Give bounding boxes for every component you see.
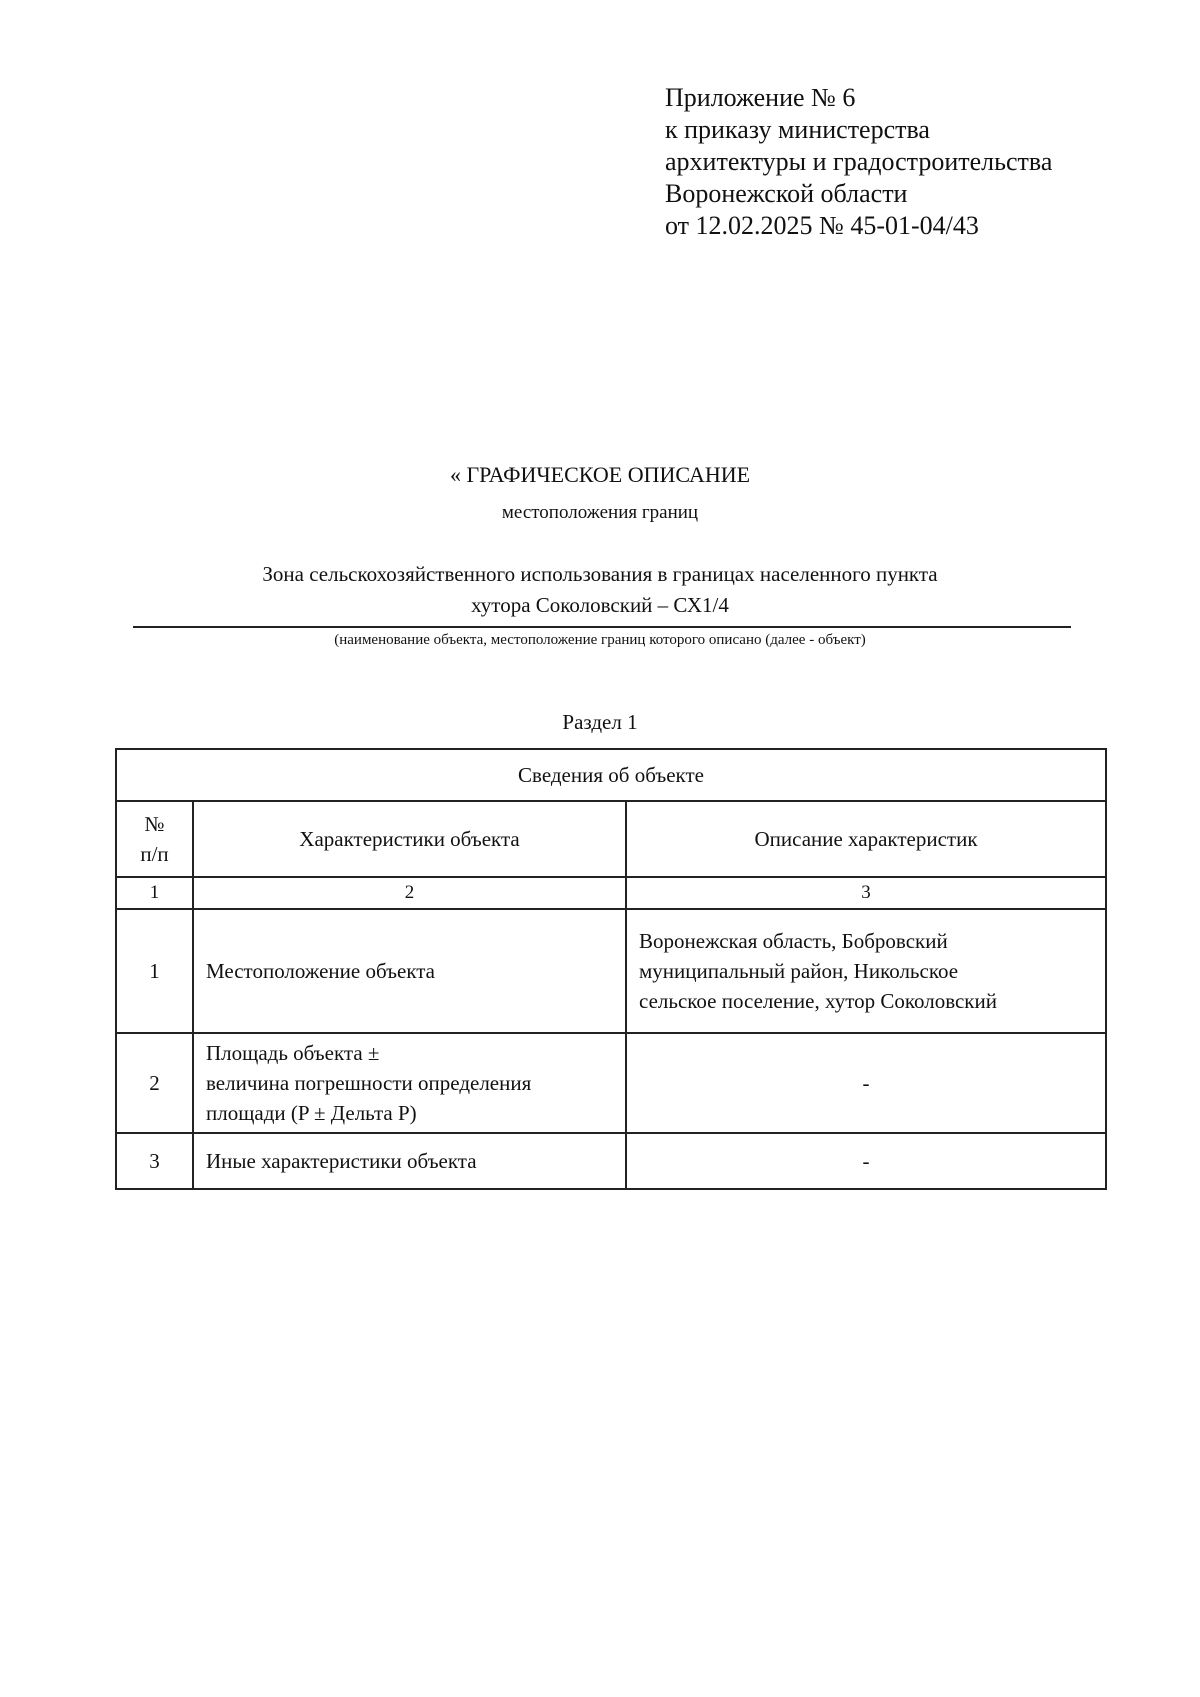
section-label: Раздел 1 bbox=[562, 710, 638, 734]
row-characteristic bbox=[193, 909, 626, 1033]
cell-line: величина погрешности определения bbox=[206, 1071, 532, 1095]
cell-line: Иные характеристики объекта bbox=[206, 1149, 477, 1173]
object-name-line-2: хутора Соколовский – СХ1/4 bbox=[471, 593, 729, 617]
object-name-underline bbox=[133, 626, 1071, 628]
table-title-row bbox=[116, 749, 1106, 801]
header-num-line: № bbox=[144, 812, 165, 836]
table-header-row bbox=[116, 801, 1106, 877]
table-row bbox=[116, 909, 1106, 1033]
object-name-line-1: Зона сельскохозяйственного использования в границах населенного пункта bbox=[262, 562, 938, 586]
document-subtitle: местоположения границ bbox=[501, 502, 699, 523]
row-characteristic bbox=[193, 1133, 626, 1189]
appendix-line: Воронежской области bbox=[665, 179, 908, 208]
appendix-block bbox=[665, 82, 1052, 242]
row-description bbox=[626, 1033, 1106, 1133]
header-description: Описание характеристик bbox=[626, 801, 1106, 877]
appendix-line: к приказу министерства bbox=[665, 115, 930, 144]
cell-line: Местоположение объекта bbox=[206, 959, 436, 983]
object-info-table bbox=[115, 748, 1107, 1190]
table-row bbox=[116, 1133, 1106, 1189]
row-num: 1 bbox=[116, 909, 193, 1033]
row-characteristic bbox=[193, 1033, 626, 1133]
cell-line: Воронежская область, Бобровский bbox=[639, 929, 948, 953]
row-description bbox=[626, 1133, 1106, 1189]
row-description bbox=[626, 909, 1106, 1033]
header-num-line: п/п bbox=[140, 842, 169, 866]
cell-line: Площадь объекта ± bbox=[206, 1041, 380, 1065]
document-title: « ГРАФИЧЕСКОЕ ОПИСАНИЕ bbox=[449, 462, 751, 487]
row-num: 3 bbox=[116, 1133, 193, 1189]
table-row bbox=[116, 1033, 1106, 1133]
header-num bbox=[116, 801, 193, 877]
header-characteristics: Характеристики объекта bbox=[193, 801, 626, 877]
row-num: 2 bbox=[116, 1033, 193, 1133]
table-index-row bbox=[116, 877, 1106, 909]
cell-line: муниципальный район, Никольское bbox=[639, 959, 959, 983]
cell-line: - bbox=[862, 1149, 870, 1173]
cell-line: сельское поселение, хутор Соколовский bbox=[639, 989, 997, 1013]
object-name-caption: (наименование объекта, местоположение границ которого описано (далее - объект) bbox=[334, 632, 866, 648]
appendix-line: Приложение № 6 bbox=[665, 83, 856, 112]
appendix-line: от 12.02.2025 № 45-01-04/43 bbox=[665, 211, 979, 240]
table-title: Сведения об объекте bbox=[116, 749, 1106, 801]
cell-line: - bbox=[862, 1071, 870, 1095]
cell-line: площади (P ± Дельта P) bbox=[206, 1101, 417, 1125]
index-cell: 2 bbox=[193, 877, 626, 909]
index-cell: 3 bbox=[626, 877, 1106, 909]
appendix-line: архитектуры и градостроительства bbox=[665, 147, 1053, 176]
index-cell: 1 bbox=[116, 877, 193, 909]
